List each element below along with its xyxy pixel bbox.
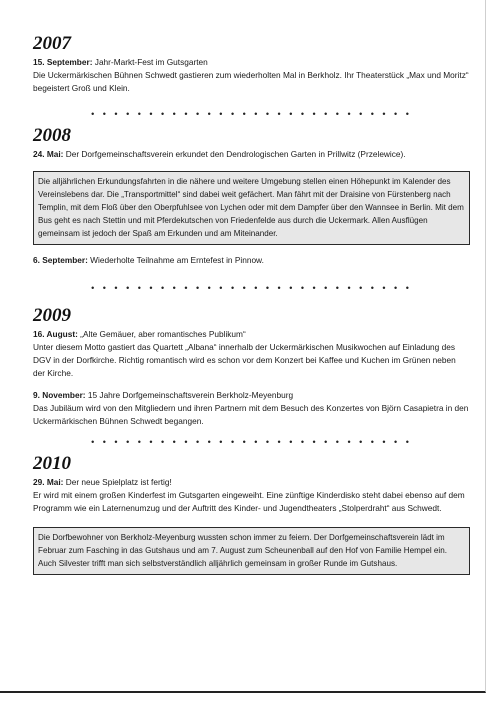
event-text: Unter diesem Motto gastiert das Quartett „Albana“ innerhalb der Uckermärkischen Musikwochen auf Einladung des DGV in der Dorfkirche. Richtig romantisch wird es schon vor dem Konzert bei Kaffee und Kuchen im Grünen neben der Kirche. xyxy=(33,342,456,378)
dotted-separator: • • • • • • • • • • • • • • • • • • • • • • • • • • • • xyxy=(91,283,412,293)
year-heading: 2008 xyxy=(33,125,71,146)
section-2009 xyxy=(33,305,470,428)
year-heading: 2009 xyxy=(33,305,71,326)
event-title: Wiederholte Teilnahme am Erntefest in Pinnow. xyxy=(87,255,264,265)
event-title: 15 Jahre Dorfgemeinschaftsverein Berkholz-Meyenburg xyxy=(85,390,294,400)
event-entry xyxy=(33,148,470,161)
year-heading: 2010 xyxy=(33,453,71,474)
event-date: 16. August: xyxy=(33,329,78,339)
year-heading: 2007 xyxy=(33,33,71,54)
info-box: Die Dorfbewohner von Berkholz-Meyenburg wussten schon immer zu feiern. Der Dorfgemeinschaftsverein lädt im Februar zum Fasching in das Gutshaus und am 7. August zum Scheunenball auf den Hof von Familie Hempel ein. Auch Silvester trifft man sich selbstverständlich alljährlich gemeinsam in großer Runde im Gutshaus. xyxy=(33,527,470,575)
event-entry xyxy=(33,328,470,380)
dotted-separator: • • • • • • • • • • • • • • • • • • • • • • • • • • • • xyxy=(91,109,412,119)
event-text: Die Uckermärkischen Bühnen Schwedt gastieren zum wiederholten Mal in Berkholz. Ihr Theaterstück „Max und Moritz“ begeistert Groß und Klein. xyxy=(33,70,469,93)
event-entry xyxy=(33,476,470,515)
event-text: Das Jubiläum wird von den Mitgliedern und ihren Partnern mit dem Besuch des Konzertes von Björn Casapietra in den Uckermärkischen Bühnen Schwedt begangen. xyxy=(33,403,469,426)
event-title: „Alte Gemäuer, aber romantisches Publikum“ xyxy=(77,329,246,339)
event-entry xyxy=(33,389,470,428)
event-text: Er wird mit einem großen Kinderfest im Gutsgarten eingeweiht. Eine zünftige Kinderdisko steht dabei ebenso auf dem Programm wie ein Laternenumzug und der Auftritt des Kinder- und Jugendtheaters „Stolperdraht“ aus Schwedt. xyxy=(33,490,465,513)
event-title: Jahr-Markt-Fest im Gutsgarten xyxy=(92,57,208,67)
event-title: Der neue Spielplatz ist fertig! xyxy=(63,477,172,487)
event-entry xyxy=(33,56,470,95)
event-date: 15. September: xyxy=(33,57,93,67)
event-date: 9. November: xyxy=(33,390,86,400)
section-2007 xyxy=(33,33,470,95)
dotted-separator: • • • • • • • • • • • • • • • • • • • • • • • • • • • • xyxy=(91,437,412,447)
section-2010 xyxy=(33,453,470,575)
section-2008 xyxy=(33,125,470,267)
event-date: 29. Mai: xyxy=(33,477,64,487)
event-date: 6. September: xyxy=(33,255,88,265)
event-date: 24. Mai: xyxy=(33,149,64,159)
info-box: Die alljährlichen Erkundungsfahrten in die nähere und weitere Umgebung stellen einen Höhepunkt im Kalender des Vereinslebens dar. Die „Transportmittel“ sind dabei weit gefächert. Man fährt mit der Draisine von Fürstenberg nach Templin, mit dem Floß über den Oberpfuhlsee von Lychen oder mit dem Dampfer über den Wannsee in Berlin. Mit dem Bus geht es nach Stettin und mit Pferdekutschen von Friedenfelde aus durch die Uckermark. Allen Ausflügen gemeinsam ist jedoch der Spaß am Erkunden und am Miteinander. xyxy=(33,171,470,245)
page-content xyxy=(33,33,470,575)
event-entry xyxy=(33,254,470,267)
event-title: Der Dorfgemeinschaftsverein erkundet den Dendrologischen Garten in Prillwitz (Przelewice). xyxy=(63,149,406,159)
